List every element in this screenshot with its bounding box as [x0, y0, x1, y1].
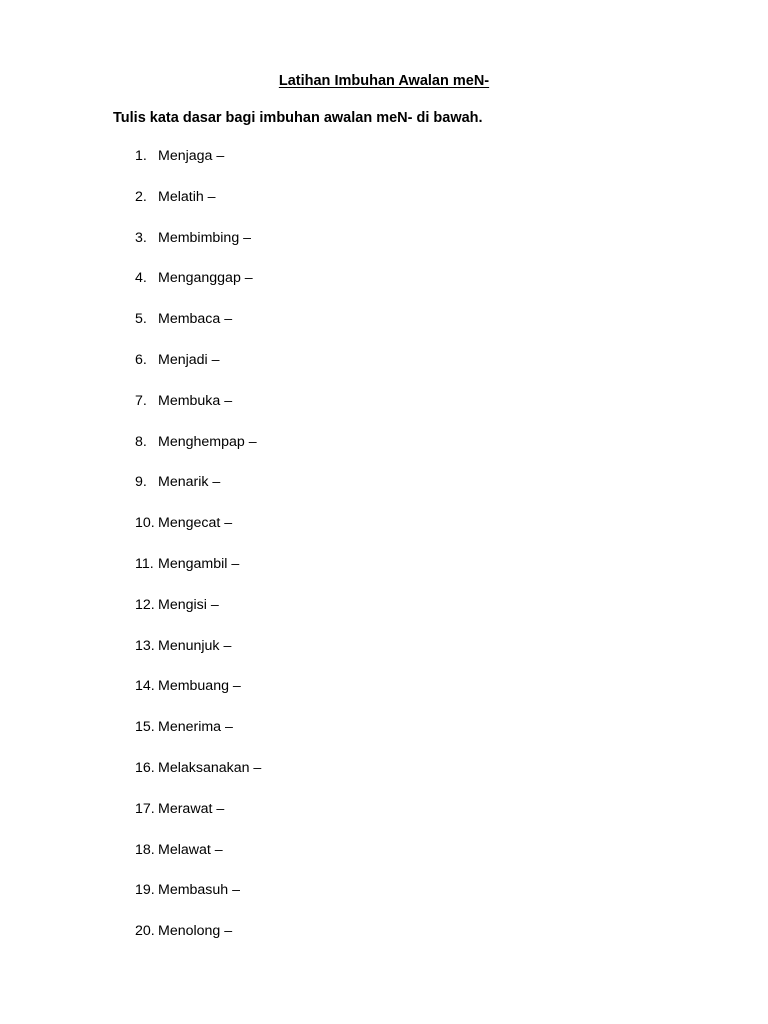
list-item-word: Menjaga – [158, 148, 225, 164]
worksheet-instruction: Tulis kata dasar bagi imbuhan awalan meN- di bawah. [113, 110, 483, 126]
list-item-word: Menunjuk – [158, 637, 232, 654]
list-item-word: Melatih – [158, 188, 216, 205]
list-item-word: Merawat – [158, 800, 225, 817]
list-item-number: 12. [135, 596, 155, 613]
list-item-word: Membuang – [158, 678, 241, 695]
list-item-word: Menjadi – [158, 352, 220, 368]
list-item-number: 8. [135, 433, 147, 450]
list-item-number: 3. [135, 229, 147, 246]
list-item-word: Menarik – [158, 474, 221, 491]
list-item-number: 19. [135, 882, 155, 899]
list-item-number: 13. [135, 637, 155, 654]
list-item-number: 18. [135, 841, 155, 858]
list-item-number: 7. [135, 392, 147, 409]
list-item-number: 20. [135, 923, 155, 940]
list-item-number: 10. [135, 515, 155, 532]
list-item-number: 14. [135, 678, 155, 695]
list-item-number: 1. [135, 148, 147, 164]
list-item-word: Membimbing – [158, 229, 252, 246]
list-item-number: 17. [135, 800, 155, 817]
list-item-word: Membaca – [158, 311, 233, 328]
list-item-word: Menerima – [158, 719, 233, 736]
list-item-number: 11. [135, 556, 154, 572]
list-item-word: Menolong – [158, 923, 233, 940]
list-item-word: Mengisi – [158, 596, 219, 613]
list-item-number: 6. [135, 352, 147, 368]
list-item-number: 9. [135, 474, 147, 491]
list-item-word: Mengambil – [158, 556, 240, 572]
list-item-word: Membasuh – [158, 882, 241, 899]
list-item-word: Mengecat – [158, 515, 233, 532]
list-item-word: Membuka – [158, 392, 233, 409]
list-item-number: 5. [135, 311, 147, 328]
list-item-number: 16. [135, 760, 155, 776]
list-item-word: Melaksanakan – [158, 760, 262, 776]
list-item-number: 15. [135, 719, 155, 736]
list-item-word: Melawat – [158, 841, 223, 858]
list-item-word: Menganggap – [158, 270, 253, 287]
list-item-number: 2. [135, 188, 147, 205]
list-item-word: Menghempap – [158, 433, 257, 450]
worksheet-title: Latihan Imbuhan Awalan meN- [278, 73, 490, 89]
list-item-number: 4. [135, 270, 147, 287]
